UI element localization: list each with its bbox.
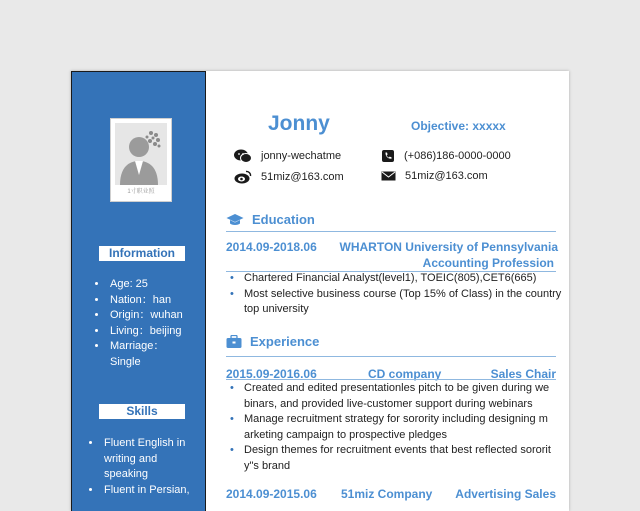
skills-list — [82, 436, 190, 498]
weibo-account: 51miz@163.com — [261, 171, 344, 183]
wechat-id: jonny-wechatme — [261, 150, 342, 162]
photo-caption: 1寸职业照 — [127, 189, 155, 195]
education-school: WHARTON University of Pennsylvania — [339, 240, 558, 254]
job2-role: Advertising Sales — [455, 487, 556, 501]
education-divider — [226, 231, 556, 232]
job1-divider — [226, 379, 556, 380]
briefcase-icon — [226, 335, 242, 349]
job1-company: CD company — [368, 367, 442, 381]
experience-heading — [226, 334, 319, 349]
information-list — [88, 277, 183, 370]
main-content — [206, 71, 569, 511]
sidebar — [71, 71, 206, 511]
candidate-name: Jonny — [268, 112, 330, 135]
person-silhouette-icon — [115, 123, 167, 185]
wechat-icon — [234, 149, 252, 163]
education-entry — [226, 240, 558, 272]
info-marriage-value: Single — [110, 355, 141, 368]
info-living: • Living：beijing — [108, 324, 183, 340]
skill-persian: • Fluent in Persian, — [102, 483, 190, 499]
info-nation: • Nation：han — [108, 293, 183, 309]
mail-icon — [381, 170, 396, 182]
job1-bullet: • Created and edited presentationles pitch to be given during we binars, and provided live-customer support during webinars — [244, 381, 569, 412]
experience-divider — [226, 356, 556, 357]
info-origin: • Origin：wuhan — [108, 308, 183, 324]
job2-company: 51miz Company — [341, 487, 433, 501]
education-title: Education — [252, 212, 315, 227]
education-bullet: • Chartered Financial Analyst(level1), TOEIC(805),CET6(665) — [244, 271, 569, 287]
email-address: 51miz@163.com — [405, 170, 488, 182]
job1-bullet: • Design themes for recruitment events that best reflected sororit y"s brand — [244, 443, 569, 474]
skill-english: • Fluent English in — [102, 436, 190, 452]
education-bullets — [226, 271, 569, 318]
email-contact — [381, 170, 488, 182]
phone-icon — [381, 149, 395, 163]
job1-date: 2015.09-2016.06 — [226, 367, 317, 381]
skill-english-cont1: writing and — [104, 452, 158, 465]
skills-heading: Skills — [99, 404, 185, 419]
weibo-icon — [234, 170, 252, 184]
education-major: Accounting Profession — [422, 256, 554, 270]
job1-bullets — [226, 381, 569, 474]
objective: Objective: xxxxx — [411, 119, 506, 133]
phone-number: (+086)186-0000-0000 — [404, 150, 511, 162]
job1-role: Sales Chair — [490, 367, 556, 381]
avatar-placeholder — [115, 123, 167, 185]
info-age: • Age: 25 — [108, 277, 183, 293]
job2-date: 2014.09-2015.06 — [226, 487, 317, 501]
phone-contact — [381, 149, 511, 163]
weibo-contact — [234, 170, 344, 184]
education-bullet: • Most selective business course (Top 15% of Class) in the country top university — [244, 287, 569, 318]
information-heading: Information — [99, 246, 185, 261]
profile-photo — [110, 118, 172, 202]
education-date: 2014.09-2018.06 — [226, 240, 317, 254]
skill-english-cont2: speaking — [104, 468, 149, 480]
wechat-contact — [234, 149, 341, 163]
experience-title: Experience — [250, 334, 320, 349]
info-marriage: • Marriage： — [108, 339, 183, 355]
graduation-cap-icon — [226, 213, 244, 227]
job1-bullet: • Manage recruitment strategy for sorority including designing m arketing campaign to prospective pledges — [244, 412, 569, 443]
education-heading — [226, 212, 315, 227]
resume-page — [71, 71, 569, 511]
